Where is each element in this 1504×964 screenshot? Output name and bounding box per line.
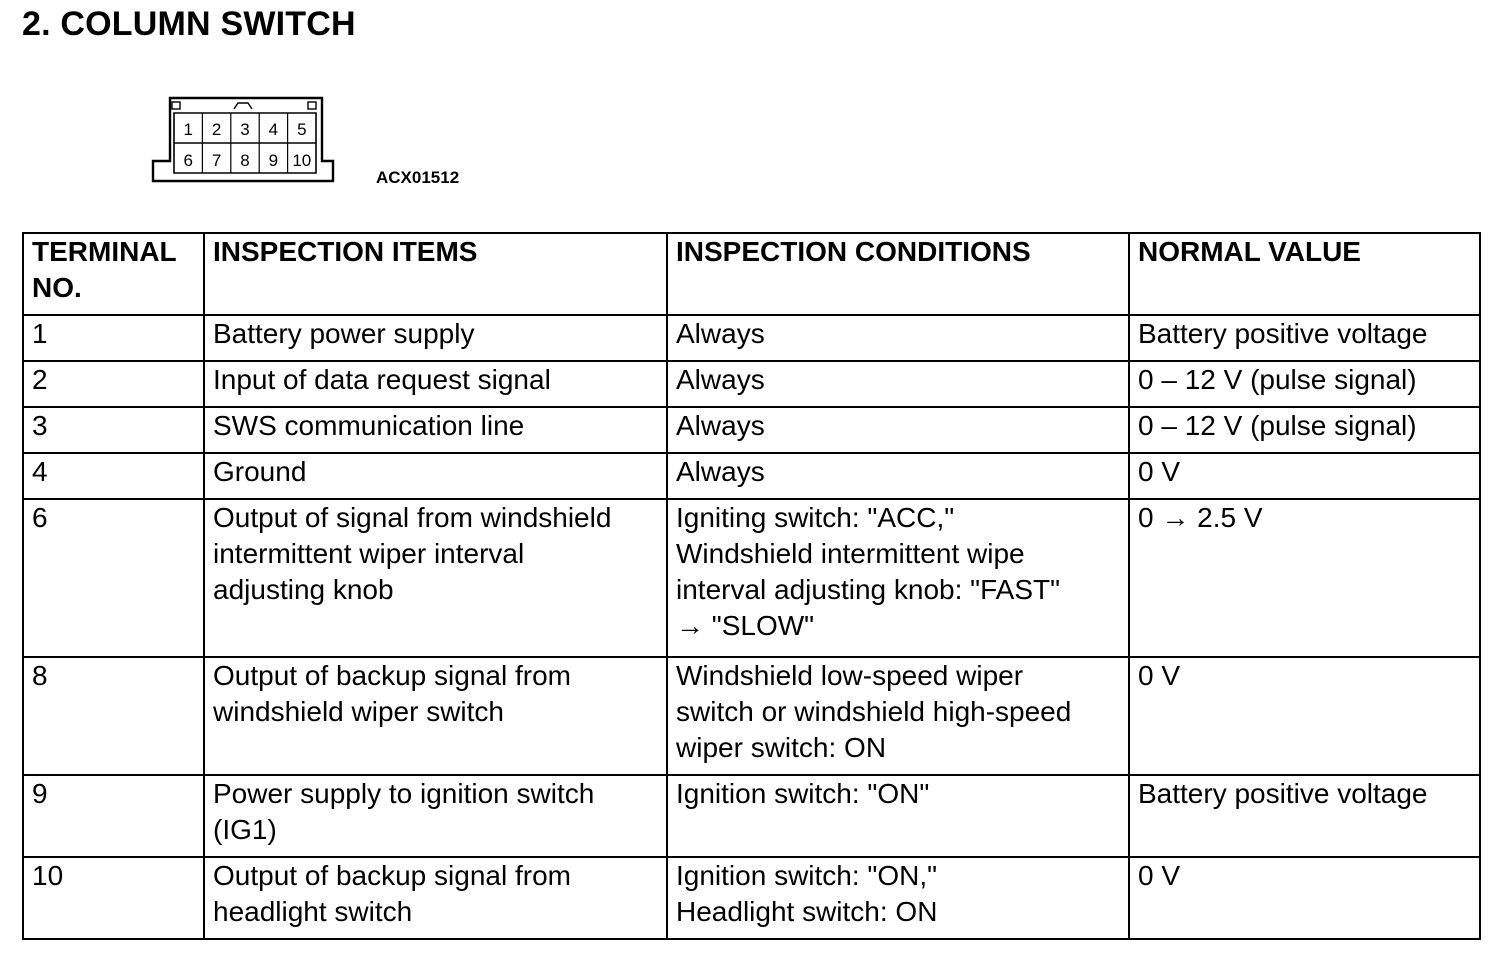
- inspection-item-cell-text: Input of data request signal: [213, 364, 551, 395]
- table-row: [23, 857, 1480, 939]
- normal-value-cell-text: Battery positive voltage: [1138, 778, 1428, 809]
- normal-value-cell-text: Battery positive voltage: [1138, 318, 1428, 349]
- inspection-item-cell: [204, 407, 667, 453]
- inspection-condition-cell: [667, 407, 1129, 453]
- table-header-row: [23, 233, 1480, 315]
- inspection-condition-cell-text: Ignition switch: "ON," Headlight switch: ON: [676, 860, 938, 927]
- inspection-item-cell-text: Ground: [213, 456, 307, 487]
- terminal-number-cell: [23, 657, 204, 775]
- pin-label-10: 10: [292, 151, 312, 170]
- normal-value-cell-text: 0 – 12 V (pulse signal): [1138, 410, 1417, 441]
- inspection-condition-cell: [667, 361, 1129, 407]
- terminal-number-cell: [23, 857, 204, 939]
- connector-outline: [150, 95, 336, 185]
- terminal-number-cell: [23, 453, 204, 499]
- terminal-number-cell: [23, 499, 204, 657]
- inspection-condition-cell: [667, 315, 1129, 361]
- page-title: 2. COLUMN SWITCH: [22, 5, 356, 43]
- normal-value-cell: [1129, 453, 1480, 499]
- header-normal-value: NORMAL VALUE: [1129, 233, 1480, 315]
- normal-value-cell: [1129, 857, 1480, 939]
- connector-diagram: [150, 95, 336, 185]
- terminal-number-cell-text: 2: [32, 364, 48, 395]
- inspection-item-cell-text: Power supply to ignition switch (IG1): [213, 778, 595, 845]
- table-row: [23, 453, 1480, 499]
- inspection-condition-cell: [667, 499, 1129, 657]
- terminal-number-cell-text: 8: [32, 660, 48, 691]
- normal-value-cell-text: 0 V: [1138, 660, 1181, 691]
- normal-value-cell-text: 0 → 2.5 V: [1138, 502, 1263, 533]
- inspection-item-cell: [204, 499, 667, 657]
- pin-label-6: 6: [183, 151, 193, 170]
- inspection-condition-cell: [667, 453, 1129, 499]
- header-inspection-items: INSPECTION ITEMS: [204, 233, 667, 315]
- pin-label-9: 9: [268, 151, 279, 170]
- normal-value-cell-text: 0 V: [1138, 456, 1181, 487]
- inspection-condition-cell: [667, 857, 1129, 939]
- normal-value-cell: [1129, 407, 1480, 453]
- pin-label-5: 5: [297, 120, 307, 139]
- inspection-condition-cell: [667, 775, 1129, 857]
- figure-code: ACX01512: [376, 168, 460, 187]
- header-terminal-no: TERMINAL NO.: [23, 233, 204, 315]
- normal-value-cell: [1129, 315, 1480, 361]
- inspection-item-cell: [204, 453, 667, 499]
- terminal-number-cell-text: 3: [32, 410, 48, 441]
- terminal-number-cell-text: 1: [32, 318, 48, 349]
- pin-label-1: 1: [183, 120, 193, 139]
- table-row: [23, 499, 1480, 657]
- terminal-number-cell-text: 9: [32, 778, 48, 809]
- inspection-item-cell: [204, 657, 667, 775]
- terminal-number-cell-text: 4: [32, 456, 48, 487]
- inspection-item-cell: [204, 775, 667, 857]
- inspection-item-cell: [204, 857, 667, 939]
- table-row: [23, 315, 1480, 361]
- inspection-condition-cell-text: Always: [676, 410, 765, 441]
- inspection-item-cell-text: Battery power supply: [213, 318, 475, 349]
- terminal-number-cell-text: 6: [32, 502, 48, 533]
- inspection-condition-cell-text: Igniting switch: "ACC," Windshield intermittent wipe interval adjusting knob: "FAST" → "SLOW": [676, 502, 1061, 641]
- normal-value-cell-text: 0 V: [1138, 860, 1181, 891]
- pin-label-2: 2: [211, 120, 222, 139]
- normal-value-cell: [1129, 361, 1480, 407]
- terminal-number-cell-text: 10: [32, 860, 64, 891]
- pin-label-4: 4: [268, 120, 279, 139]
- header-inspection-conditions: INSPECTION CONDITIONS: [667, 233, 1129, 315]
- inspection-condition-cell-text: Always: [676, 318, 765, 349]
- terminal-number-cell: [23, 407, 204, 453]
- inspection-item-cell: [204, 315, 667, 361]
- inspection-item-cell-text: Output of backup signal from windshield wiper switch: [213, 660, 571, 727]
- pin-label-7: 7: [211, 151, 222, 170]
- table-row: [23, 407, 1480, 453]
- normal-value-cell: [1129, 775, 1480, 857]
- normal-value-cell: [1129, 499, 1480, 657]
- normal-value-cell-text: 0 – 12 V (pulse signal): [1138, 364, 1417, 395]
- normal-value-cell: [1129, 657, 1480, 775]
- terminal-number-cell: [23, 775, 204, 857]
- table-row: [23, 361, 1480, 407]
- table-row: [23, 775, 1480, 857]
- terminal-number-cell: [23, 315, 204, 361]
- inspection-condition-cell-text: Windshield low-speed wiper switch or windshield high-speed wiper switch: ON: [676, 660, 1072, 763]
- terminal-number-cell: [23, 361, 204, 407]
- inspection-condition-cell-text: Ignition switch: "ON": [676, 778, 930, 809]
- inspection-condition-cell: [667, 657, 1129, 775]
- table-row: [23, 657, 1480, 775]
- pin-label-3: 3: [240, 120, 250, 139]
- inspection-table: [22, 232, 1481, 940]
- pin-label-8: 8: [240, 151, 250, 170]
- inspection-item-cell-text: Output of backup signal from headlight switch: [213, 860, 571, 927]
- inspection-condition-cell-text: Always: [676, 456, 765, 487]
- inspection-condition-cell-text: Always: [676, 364, 765, 395]
- inspection-item-cell: [204, 361, 667, 407]
- inspection-item-cell-text: Output of signal from windshield intermittent wiper interval adjusting knob: [213, 502, 612, 605]
- inspection-item-cell-text: SWS communication line: [213, 410, 525, 441]
